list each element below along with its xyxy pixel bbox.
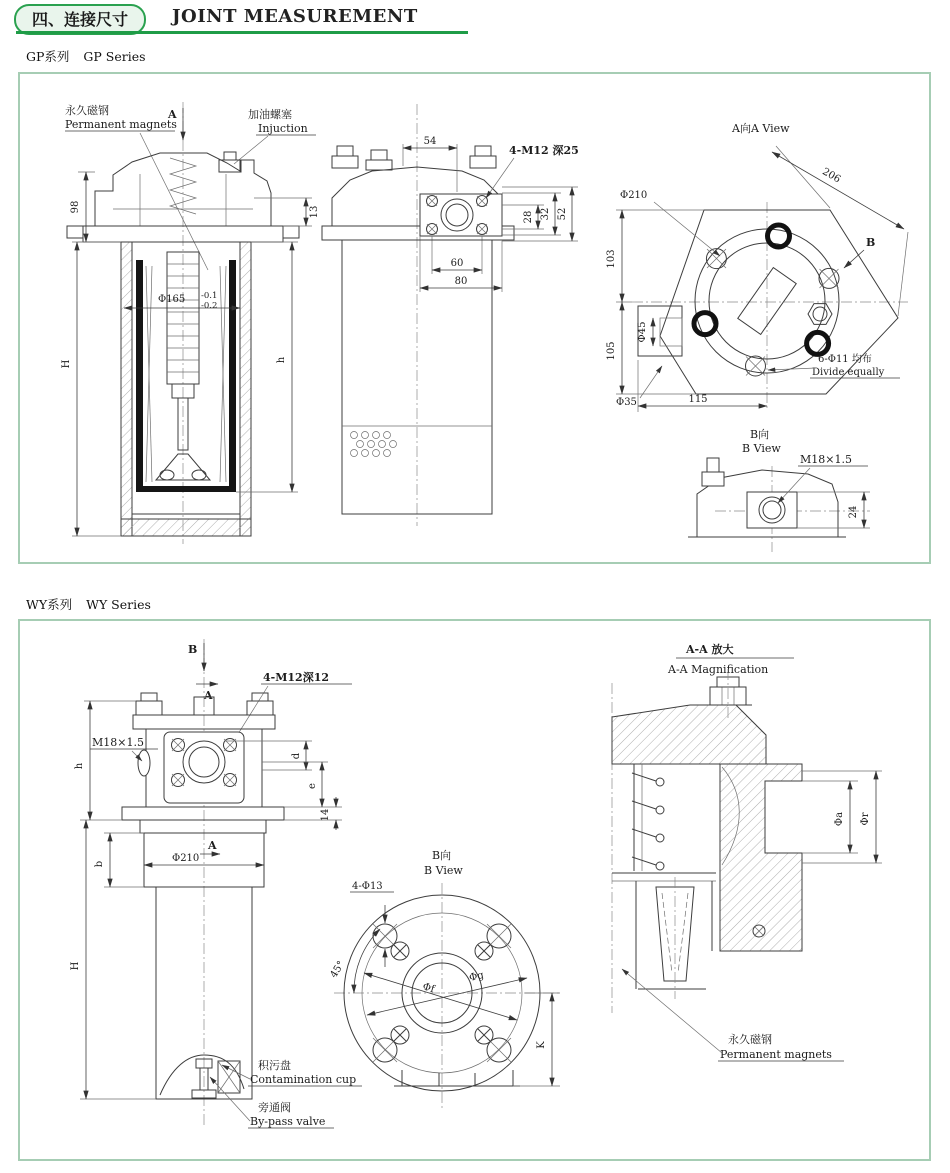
- gp-drain-holes: [351, 432, 397, 457]
- gp-magnets-label-zh: 永久磁钢: [65, 104, 109, 117]
- wy-b-view: [329, 848, 562, 1109]
- section-title-zh: 四、连接尺寸: [32, 10, 129, 29]
- wy-drawing: [20, 621, 928, 1159]
- gp-dim-206: 206: [820, 166, 843, 186]
- wy-aa-view: [612, 642, 882, 1061]
- gp-dim-103: 103: [606, 249, 617, 269]
- wy-aa-magnets-en: Permanent magnets: [720, 1048, 832, 1061]
- gp-dim-28: 28: [523, 210, 534, 224]
- gp-side-top-bolts: [332, 146, 496, 170]
- wy-arrow-a-label: A: [204, 689, 213, 702]
- gp-magnets-label-en: Permanent magnets: [65, 118, 177, 131]
- gp-arrow-b-label: B: [866, 236, 876, 249]
- wy-bypass-label-zh: 旁通阀: [258, 1101, 291, 1114]
- wy-drawing-panel: [18, 619, 931, 1161]
- gp-dim-phi35: Φ35: [616, 397, 637, 408]
- wy-dim-phif: Φf: [421, 981, 436, 996]
- page-title: JOINT MEASUREMENT: [172, 6, 418, 27]
- wy-aa-magnet-cup: [636, 877, 712, 999]
- gp-series-en: GP Series: [83, 49, 146, 64]
- gp-holes-note-en: Divide equally: [812, 367, 885, 378]
- wy-dim-phir: Φr: [860, 812, 871, 826]
- wy-dim-h: h: [74, 762, 85, 770]
- gp-dim-phi165-tol-dn: -0.2: [201, 301, 218, 311]
- gp-drawing-panel: [18, 72, 931, 564]
- wy-cup-label-zh: 积污盘: [258, 1059, 291, 1072]
- wy-front-view: [70, 639, 362, 1128]
- wy-thread-m18: M18×1.5: [92, 736, 144, 749]
- wy-aa-title-zh: A-A 放大: [686, 643, 734, 656]
- gp-bottom-plate: [121, 519, 251, 536]
- wy-dim-b: b: [94, 860, 105, 868]
- wy-b-view-title-zh: B向: [432, 849, 452, 862]
- wy-dim-45deg: 45°: [328, 959, 348, 981]
- gp-b-view-title-zh: B向: [750, 428, 770, 441]
- gp-thread-note: 4-M12 深25: [509, 144, 579, 157]
- gp-series-label: [26, 47, 146, 65]
- gp-b-thread-label: M18×1.5: [800, 453, 852, 466]
- gp-dim-H: H: [61, 359, 72, 369]
- wy-dim-phig: Φg: [468, 969, 485, 984]
- wy-aa-title-en: A-A Magnification: [668, 663, 769, 676]
- gp-dim-24: 24: [848, 505, 859, 519]
- gp-dim-13: 13: [309, 205, 320, 219]
- gp-dim-phi165-tol-up: -0.1: [201, 291, 218, 301]
- wy-series-label: [26, 595, 151, 613]
- wy-dim-H: H: [70, 961, 81, 971]
- wy-dim-14: 14: [320, 808, 331, 822]
- wy-dim-phia: Φa: [834, 811, 845, 827]
- gp-holes-note-zh: 6-Φ11 均布: [818, 354, 872, 365]
- gp-dim-32: 32: [540, 207, 551, 221]
- gp-dim-54: 54: [423, 136, 437, 147]
- gp-magnet-liner-right: [229, 260, 236, 490]
- gp-b-view: [688, 427, 870, 552]
- gp-injection-plug: [219, 160, 241, 172]
- wy-aa-magnets-zh: 永久磁钢: [728, 1033, 772, 1046]
- gp-a-view-title: A向A View: [732, 122, 790, 135]
- gp-injection-label-zh: 加油螺塞: [248, 108, 292, 121]
- wy-aa-spring: [632, 773, 664, 870]
- gp-dim-115: 115: [688, 394, 708, 405]
- wy-arrow-a2-label: A: [208, 839, 217, 852]
- wy-aa-top-slab: [612, 705, 766, 764]
- gp-shell-left-wall: [121, 242, 132, 536]
- gp-front-arrow-a-label: A: [168, 108, 177, 121]
- wy-thread-note: 4-M12深12: [263, 671, 330, 684]
- wy-side-port: [138, 750, 150, 776]
- header-underline: [16, 31, 468, 34]
- gp-dim-h: h: [276, 356, 287, 364]
- gp-dim-52: 52: [557, 207, 568, 221]
- wy-body-block: [144, 833, 264, 887]
- gp-dim-phi210: Φ210: [620, 190, 648, 201]
- wy-dim-K: K: [536, 1041, 547, 1049]
- wy-arrow-b-label: B: [188, 643, 198, 656]
- wy-dim-d: d: [291, 752, 302, 760]
- gp-dim-98: 98: [70, 200, 81, 214]
- wy-holes-note: 4-Φ13: [352, 881, 383, 892]
- gp-side-view: [322, 104, 579, 526]
- wy-series-en: WY Series: [86, 597, 151, 612]
- gp-dim-60: 60: [450, 258, 464, 269]
- wy-bypass-label-en: By-pass valve: [250, 1115, 326, 1128]
- wy-dim-phi210: Φ210: [172, 853, 200, 864]
- gp-front-section-view: [61, 102, 320, 544]
- gp-drawing: [20, 74, 928, 562]
- gp-dim-phi45: Φ45: [637, 321, 648, 343]
- wy-cup-label-en: Contamination cup: [250, 1073, 357, 1086]
- wy-lower-flange: [122, 807, 284, 820]
- gp-b-view-title-en: B View: [742, 442, 781, 455]
- wy-dim-e: e: [307, 783, 318, 789]
- gp-dim-phi165: Φ165: [158, 294, 186, 305]
- gp-series-zh: GP系列: [26, 49, 70, 64]
- gp-a-view: [606, 121, 908, 412]
- wy-aa-housing-block: [720, 764, 802, 951]
- gp-magnet-liner-left: [136, 260, 143, 490]
- gp-injection-label-en: Injuction: [258, 122, 308, 135]
- wy-series-zh: WY系列: [26, 597, 73, 612]
- gp-dim-80: 80: [454, 276, 468, 287]
- gp-dim-105: 105: [606, 341, 617, 361]
- wy-b-view-title-en: B View: [424, 864, 463, 877]
